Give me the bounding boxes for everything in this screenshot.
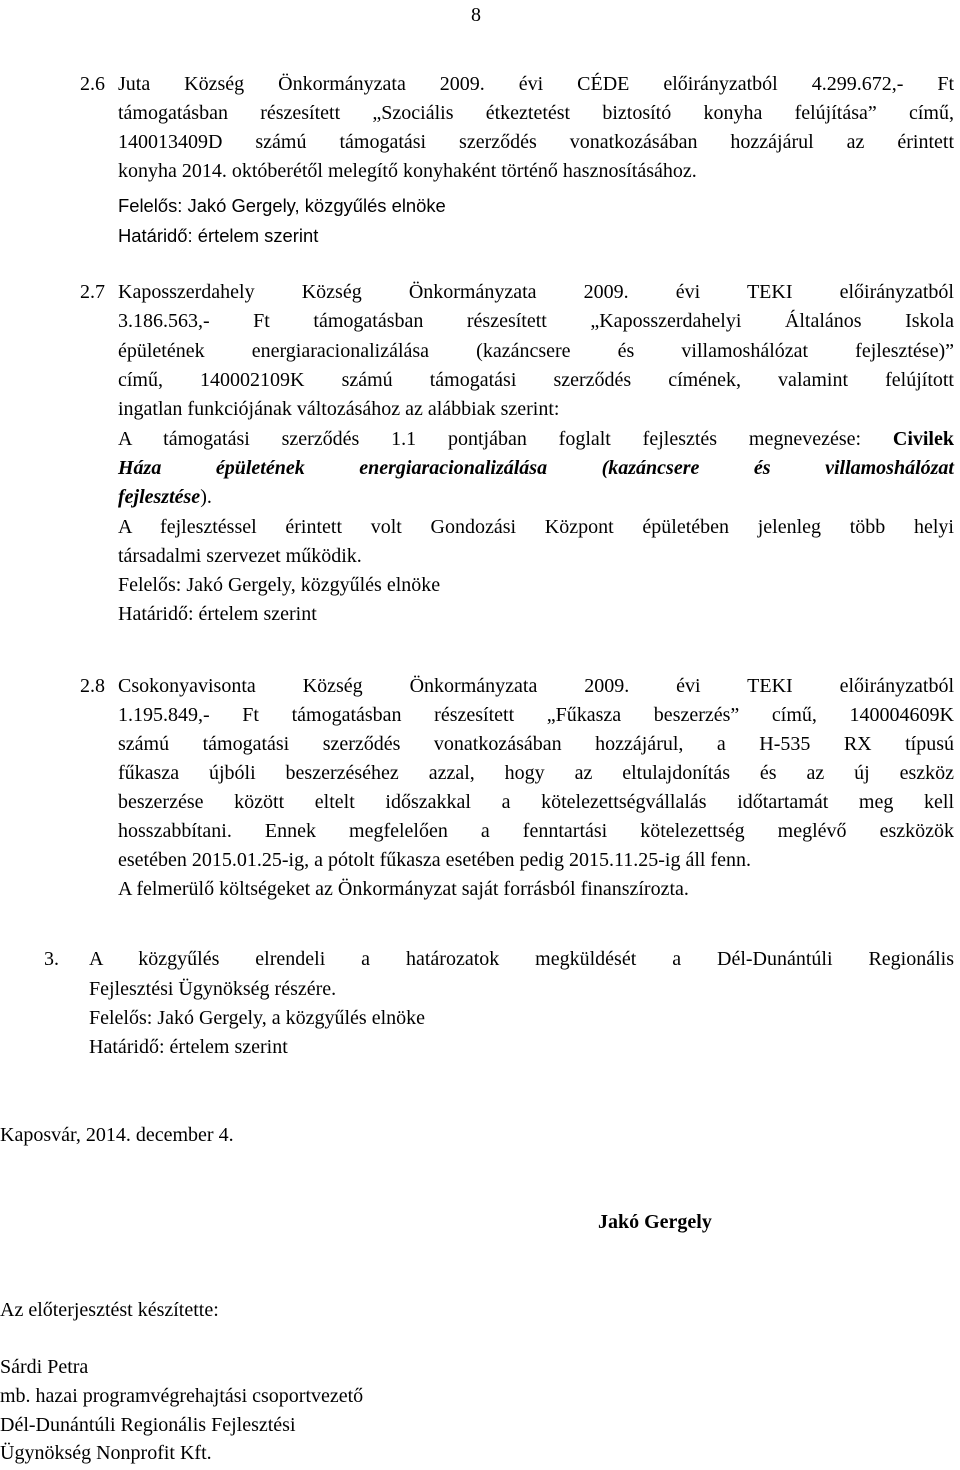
section-number: 2.6 <box>80 73 105 95</box>
section-2-7-line-5: ingatlan funkciójának változásához az alábbiak szerint: <box>118 398 560 420</box>
signatory-name: Jakó Gergely <box>598 1211 712 1233</box>
section-2-7-note-line-1: A fejlesztéssel érintett volt Gondozási Központ épületében jelenleg több helyi <box>118 516 954 538</box>
section-2-8-line-6: hosszabbítani. Ennek megfelelően a fenntartási kötelezettség meglévő eszközök <box>118 820 954 842</box>
section-2-6-responsible: Felelős: Jakó Gergely, közgyűlés elnöke <box>118 195 446 216</box>
section-2-6-line-4: konyha 2014. októberétől melegítő konyhaként történő hasznosításához. <box>118 160 697 182</box>
page-number: 8 <box>471 4 481 26</box>
section-2-7-note-line-2: társadalmi szervezet működik. <box>118 545 362 567</box>
section-2-6-line-3: 140013409D számú támogatási szerződés vonatkozásában hozzájárul az érintett <box>118 131 954 153</box>
preparer-org-line-1: Dél-Dunántúli Regionális Fejlesztési <box>0 1414 296 1436</box>
section-2-6-line-1: 2.6 Juta Község Önkormányzata 2009. évi CÉDE előirányzatból 4.299.672,- Ft <box>80 70 954 98</box>
section-number: 3. <box>44 948 59 970</box>
section-3-line-1: 3. A közgyűlés elrendeli a határozatok megküldését a Dél-Dunántúli Regionális <box>44 945 954 973</box>
date-line: Kaposvár, 2014. december 4. <box>0 1124 234 1146</box>
section-number: 2.7 <box>80 281 105 303</box>
preparer-org-line-2: Ügynökség Nonprofit Kft. <box>0 1442 212 1464</box>
section-2-6-line-2: támogatásban részesített „Szociális étkeztetést biztosító konyha felújítása” című, <box>118 102 954 124</box>
section-2-7-line-3: épületének energiaracionalizálása (kazáncsere és villamoshálózat fejlesztése)” <box>118 340 954 362</box>
section-2-6-deadline: Határidő: értelem szerint <box>118 225 319 246</box>
section-2-7-responsible: Felelős: Jakó Gergely, közgyűlés elnöke <box>118 574 441 596</box>
section-2-7-item-line-2: Háza épületének energiaracionalizálása (kazáncsere és villamoshálózat <box>118 457 954 479</box>
section-3-deadline: Határidő: értelem szerint <box>89 1036 288 1058</box>
section-2-7-deadline: Határidő: értelem szerint <box>118 603 317 625</box>
preparer-title: mb. hazai programvégrehajtási csoportvezető <box>0 1385 364 1407</box>
section-3-responsible: Felelős: Jakó Gergely, a közgyűlés elnöke <box>89 1007 426 1029</box>
section-2-8-line-4: fűkasza újbóli beszerzéséhez azzal, hogy az eltulajdonítás és az új eszköz <box>118 762 954 784</box>
section-2-8-line-1: 2.8 Csokonyavisonta Község Önkormányzata 2009. évi TEKI előirányzatból <box>80 672 954 700</box>
section-2-8-line-5: beszerzése között eltelt időszakkal a kötelezettségvállalás időtartamát meg kell <box>118 791 954 813</box>
section-2-8-line-2: 1.195.849,- Ft támogatásban részesített „Fűkasza beszerzés” című, 140004609K <box>118 704 954 726</box>
section-2-7-line-4: című, 140002109K számú támogatási szerződés címének, valamint felújított <box>118 369 954 391</box>
section-2-8-line-3: számú támogatási szerződés vonatkozásában hozzájárul, a H-535 RX típusú <box>118 733 954 755</box>
section-2-7-line-2: 3.186.563,- Ft támogatásban részesített „Kaposszerdahelyi Általános Iskola <box>118 310 954 332</box>
section-2-8-line-7: esetében 2015.01.25-ig, a pótolt fűkasza esetében pedig 2015.11.25-ig áll fenn. <box>118 849 751 871</box>
section-number: 2.8 <box>80 675 105 697</box>
prepared-by-label: Az előterjesztést készítette: <box>0 1299 219 1321</box>
section-3-line-2: Fejlesztési Ügynökség részére. <box>89 978 337 1000</box>
section-2-7-item-line-3: fejlesztése). <box>118 486 212 508</box>
section-2-7-item-line-1: A támogatási szerződés 1.1 pontjában foglalt fejlesztés megnevezése: Civilek <box>118 428 954 450</box>
section-2-8-line-8: A felmerülő költségeket az Önkormányzat saját forrásból finanszírozta. <box>118 878 689 900</box>
preparer-name: Sárdi Petra <box>0 1356 89 1378</box>
section-2-7-line-1: 2.7 Kaposszerdahely Község Önkormányzata 2009. évi TEKI előirányzatból <box>80 278 954 306</box>
